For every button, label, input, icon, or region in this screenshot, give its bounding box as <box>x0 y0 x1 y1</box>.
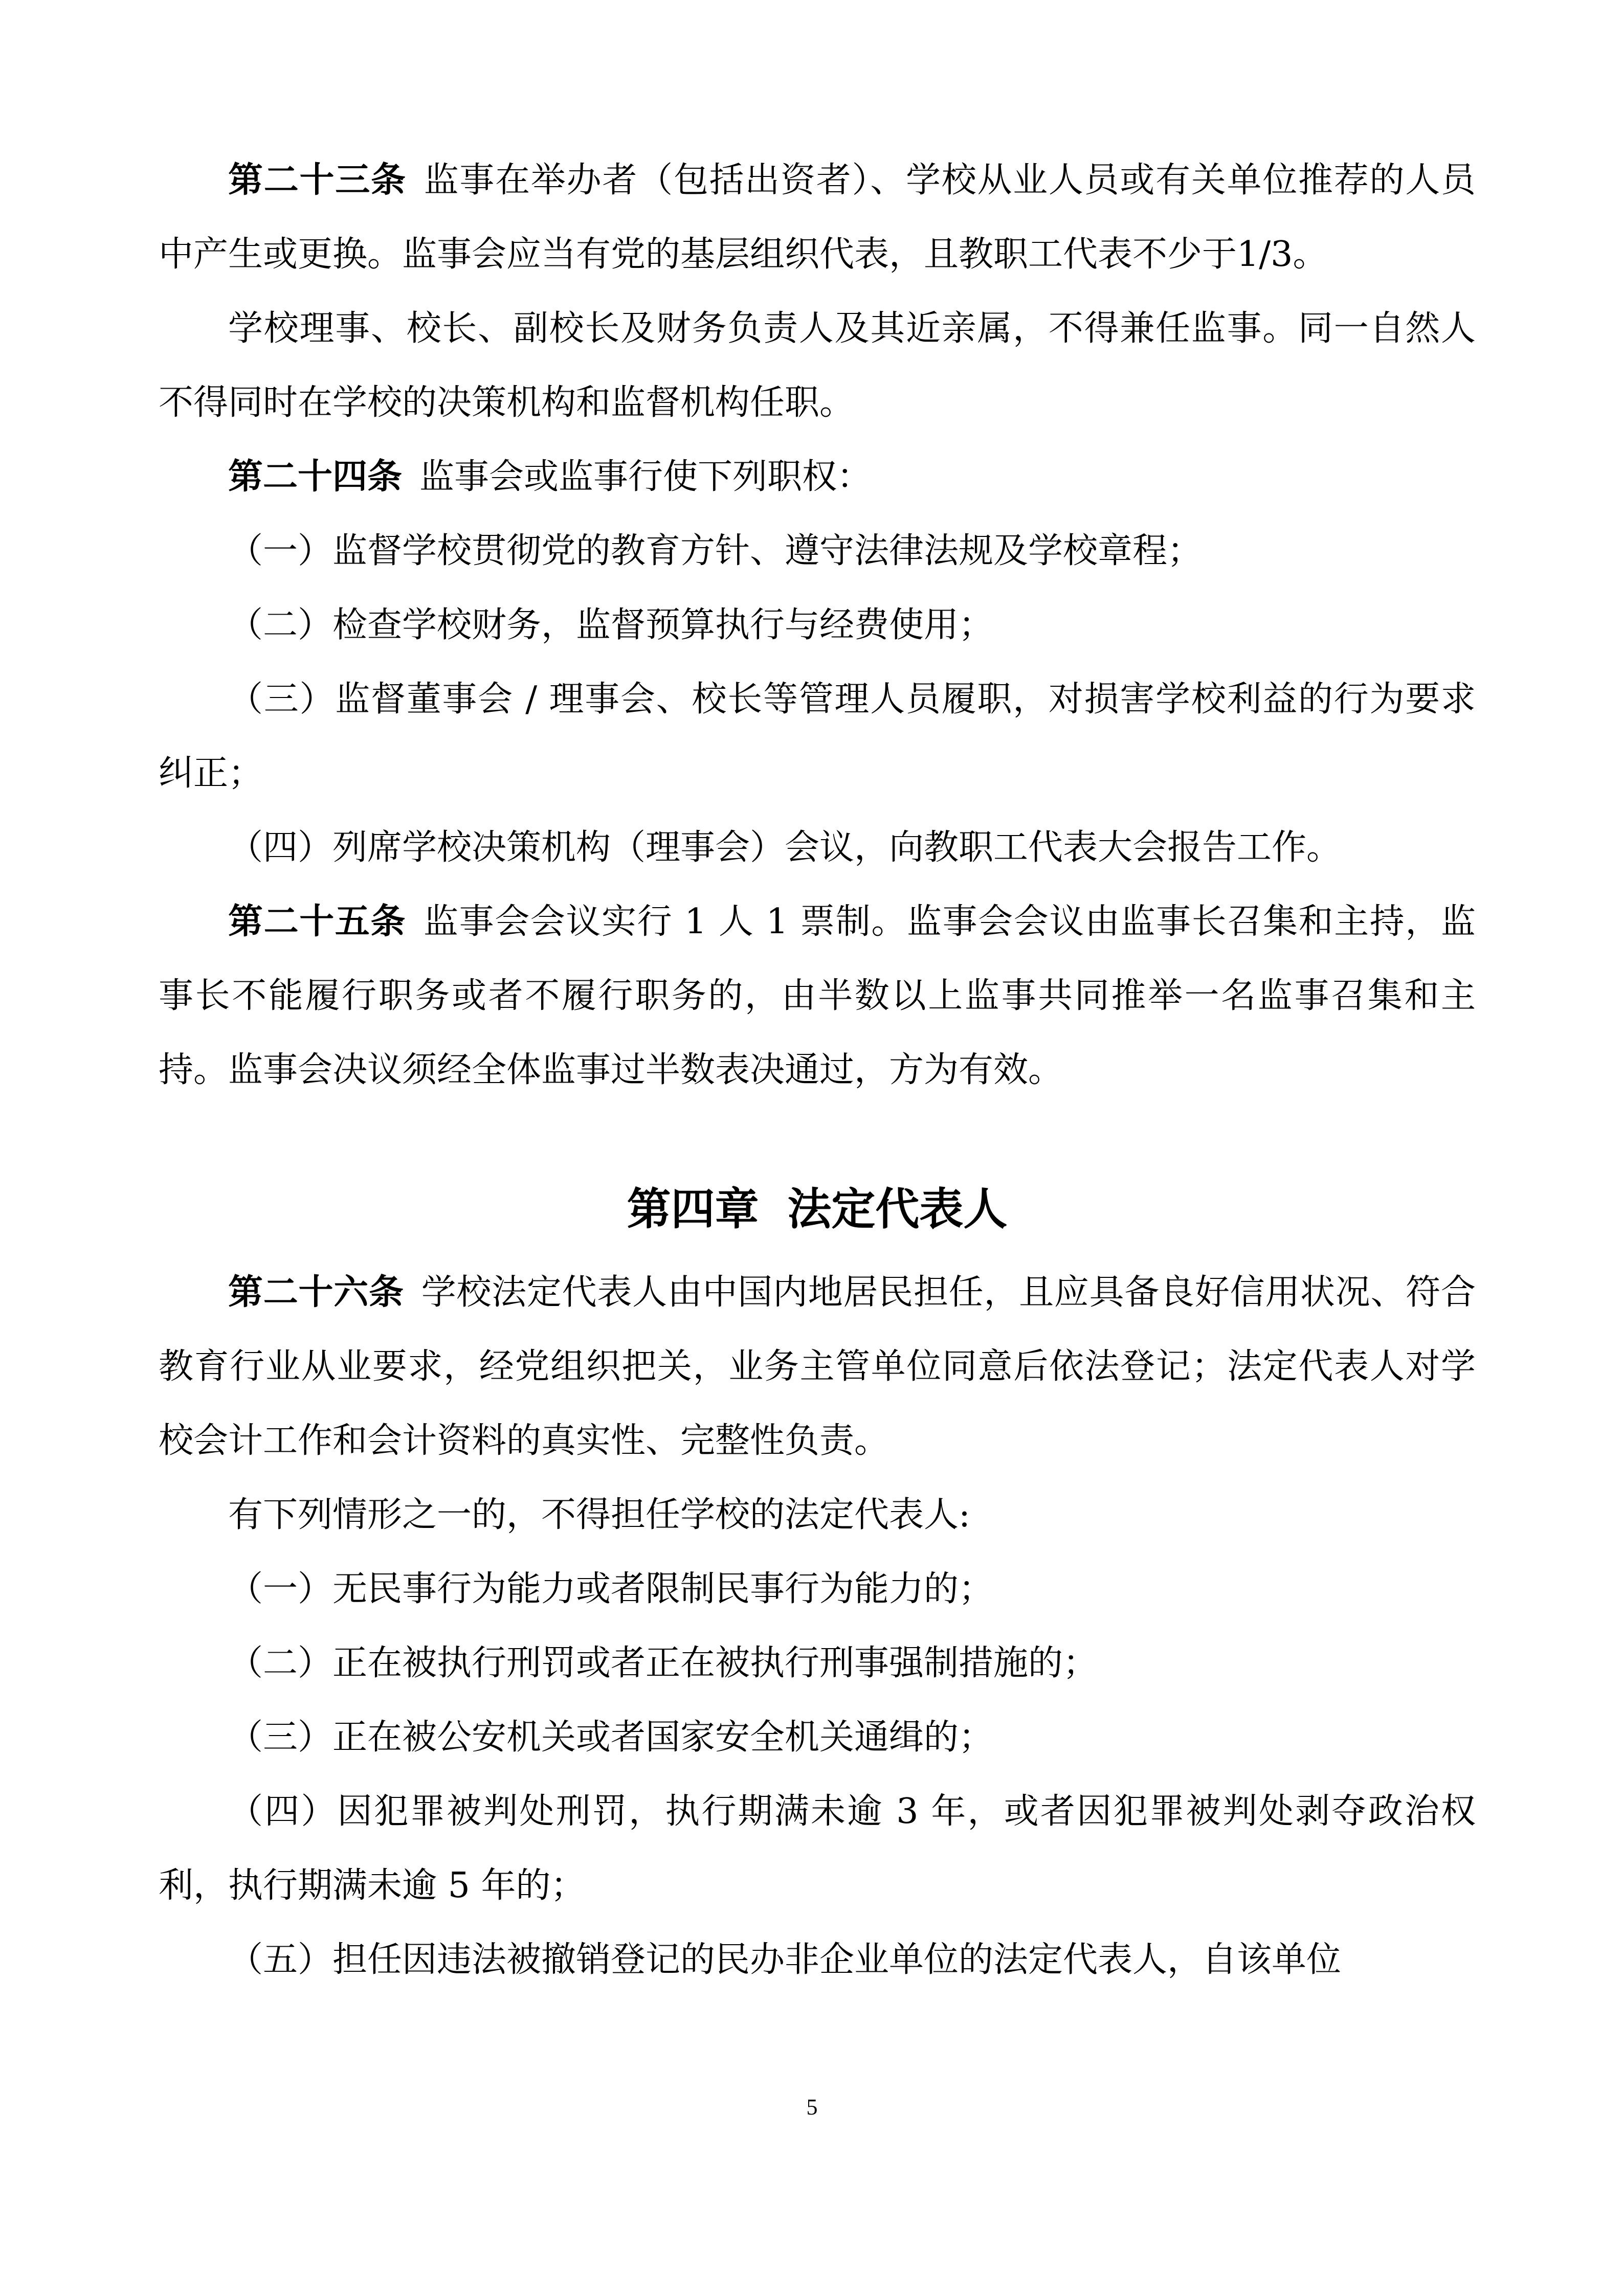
article-23-label: 第二十三条 <box>228 160 407 200</box>
article-26-paragraph <box>159 1255 1476 1478</box>
article-26-item-1: （一）无民事行为能力或者限制民事行为能力的； <box>228 1569 994 1609</box>
article-24-item-3: （三）监督董事会 / 理事会、校长等管理人员履职，对损害学校利益的行为要求纠正； <box>159 679 1476 794</box>
article-24-item-4: （四）列席学校决策机构（理事会）会议，向教职工代表大会报告工作。 <box>228 827 1342 868</box>
page-content <box>159 143 1476 1997</box>
article-23-text: 监事在举办者（包括出资者）、学校从业人员或有关单位推荐的人员中产生或更换。监事会应当有党的基层组织代表，且教职工代表不少于1/3。 <box>159 160 1476 275</box>
chapter-title: 第四章 法定代表人 <box>627 1184 1008 1235</box>
article-26-item-3: （三）正在被公安机关或者国家安全机关通缉的； <box>228 1717 994 1758</box>
article-25-text: 监事会会议实行 1 人 1 票制。监事会会议由监事长召集和主持，监事长不能履行职务或者不履行职务的，由半数以上监事共同推举一名监事召集和主持。监事会决议须经全体监事过半数表决通过，方为有效。 <box>159 902 1476 1090</box>
article-24-text: 监事会或监事行使下列职权： <box>419 457 872 497</box>
article-26-label: 第二十六条 <box>228 1272 404 1313</box>
article-25-label: 第二十五条 <box>228 902 406 942</box>
article-23-paragraph-2: 学校理事、校长、副校长及财务负责人及其近亲属，不得兼任监事。同一自然人不得同时在学校的决策机构和监督机构任职。 <box>159 308 1476 423</box>
article-26-text: 学校法定代表人由中国内地居民担任，且应具备良好信用状况、符合教育行业从业要求，经党组织把关，业务主管单位同意后依法登记；法定代表人对学校会计工作和会计资料的真实性、完整性负责。 <box>159 1272 1476 1461</box>
article-24-item-1: （一）监督学校贯彻党的教育方针、遵守法律法规及学校章程； <box>228 531 1203 571</box>
article-24-paragraph <box>159 440 1476 514</box>
page-number: 5 <box>806 2095 818 2120</box>
article-26-paragraph-2: 有下列情形之一的，不得担任学校的法定代表人: <box>228 1495 970 1535</box>
article-26-item-2: （二）正在被执行刑罚或者正在被执行刑事强制措施的； <box>228 1643 1098 1683</box>
article-26-item-5: （五）担任因违法被撤销登记的民办非企业单位的法定代表人，自该单位 <box>228 1940 1342 1980</box>
article-24-label: 第二十四条 <box>228 457 403 497</box>
article-24-item-2: （二）检查学校财务，监督预算执行与经费使用； <box>228 605 994 645</box>
article-26-item-4: （四）因犯罪被判处刑罚，执行期满未逾 3 年，或者因犯罪被判处剥夺政治权利，执行期满未逾 5 年的； <box>159 1791 1476 1906</box>
article-25-paragraph <box>159 885 1476 1107</box>
article-23-paragraph <box>159 143 1476 291</box>
